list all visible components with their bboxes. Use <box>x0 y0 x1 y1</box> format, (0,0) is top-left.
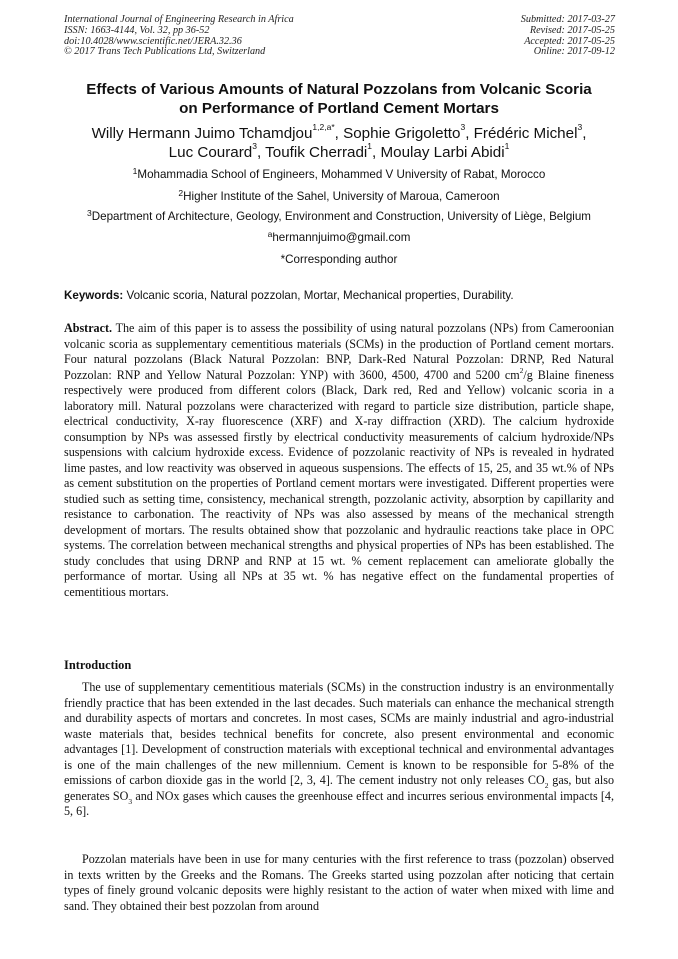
email-marker: a <box>267 229 273 239</box>
author-list: Willy Hermann Juimo Tchamdjou$^{1,2,a*}$, Sophie Grigoletto$^3$, Frédéric Michel$^3$, Luc Courard$^3$, Toufik Cherradi$^1$, Moulay Larbi Abidi$^1$ <box>91 122 587 161</box>
affiliation-1 <box>20 168 658 182</box>
author-4-marker: 3 <box>252 141 257 151</box>
affiliation-2 <box>20 190 658 204</box>
introduction-heading: Introduction <box>64 658 132 672</box>
journal-name: International Journal of Engineering Research in Africa <box>64 14 294 25</box>
dates-header <box>521 15 615 58</box>
revised-date: Revised: 2017-05-25 <box>529 24 615 36</box>
copyright: © 2017 Trans Tech Publications Ltd, Switzerland <box>64 46 266 58</box>
co2-subscript: 2 <box>544 781 549 790</box>
author-2-marker: 3 <box>460 122 466 132</box>
author-6-marker: 1 <box>504 141 510 151</box>
corresponding-author: *Corresponding author <box>280 253 398 266</box>
intro-p1-text-c: and NOx gases which causes the greenhouse effect and incurres serious environmental impacts [4, 5, 6]. <box>64 788 614 818</box>
email-text: hermannjuimo@gmail.com <box>272 231 411 244</box>
keywords-label: Keywords: <box>64 289 124 302</box>
submitted-date: Submitted: 2017-03-27 <box>520 14 615 25</box>
online-date: Online: 2017-09-12 <box>533 46 615 58</box>
author-4: Luc Courard <box>168 144 253 161</box>
abstract-label: Abstract. <box>64 321 113 335</box>
author-5: Toufik Cherradi <box>265 144 368 161</box>
keywords-text: Volcanic scoria, Natural pozzolan, Mortar, Mechanical properties, Durability. <box>126 289 514 302</box>
accepted-date: Accepted: 2017-05-25 <box>524 35 615 47</box>
author-1-marker: 1,2,a* <box>312 122 335 132</box>
intro-paragraph-1 <box>64 680 614 820</box>
intro-paragraph-2: Pozzolan materials have been in use for many centuries with the first reference to trass (pozzolan) observed in texts written by the Greeks and the Romans. The Greeks started using pozzolan after noticing that certain types of finely ground volcanic deposits were highly resistant to the action of water when mixed with lime and sand. They obtained their best pozzolan from around <box>64 852 614 913</box>
affiliation-1-text: Mohammadia School of Engineers, Mohammed V University of Rabat, Morocco <box>137 168 546 181</box>
unit-superscript: 2 <box>519 365 524 375</box>
author-1: Willy Hermann Juimo Tchamdjou <box>91 125 313 142</box>
title-line-2: on Performance of Portland Cement Mortars <box>179 99 499 117</box>
author-5-marker: 1 <box>367 141 373 151</box>
journal-header <box>64 15 294 58</box>
keywords <box>64 289 514 302</box>
author-email <box>20 231 658 245</box>
doi: doi:10.4028/www.scientific.net/JERA.32.36 <box>64 35 242 47</box>
abstract-text-1: The aim of this paper is to assess the possibility of using natural pozzolans (NPs) from Cameroonian volcanic scoria as supplementary cementitious materials (SCMs) in the production of Portland cement mortars. Four natural pozzolans (Black Natural Pozzolan: BNP, Dark-Red Natural Pozzolan: DRNP, Red Natural Pozzolan: RNP and Yellow Natural Pozzolan: YNP) with 3600, 4500, 4700 and 5200 cm <box>64 321 614 382</box>
abstract <box>64 321 614 600</box>
paper-title <box>40 81 638 118</box>
author-3: Frédéric Michel <box>473 125 578 142</box>
author-6: Moulay Larbi Abidi <box>380 144 505 161</box>
issn: ISSN: 1663-4144, Vol. 32, pp 36-52 <box>64 24 210 36</box>
author-2: Sophie Grigoletto <box>343 125 461 142</box>
affiliation-3-marker: 3 <box>87 208 92 218</box>
affiliation-3-text: Department of Architecture, Geology, Environment and Construction, University of Liège, Belgium <box>91 210 591 223</box>
affiliation-3 <box>20 210 658 224</box>
affiliation-1-marker: 1 <box>132 166 138 176</box>
author-3-marker: 3 <box>577 122 583 132</box>
intro-p1-text-a: The use of supplementary cementitious materials (SCMs) in the construction industry is an environmentally friendly practice that has been extended in the last decades. Such materials can enhance the mechanical strength and durability aspects of mortars and concretes. In most cases, SCMs are mainly industrial and agro-industrial waste materials that, besides technical benefits for concrete, also present environmental and economic advantages [1]. Development of construction materials with exceptional technical and environmental advantages is one of the main challenges of the new millennium. Cement is known to be responsible for 5-8% of the emissions of carbon dioxide gas in the world [2, 3, 4]. The cement industry not only releases CO <box>64 680 614 787</box>
so3-subscript: 3 <box>128 796 133 806</box>
abstract-text-2: /g Blaine fineness respectively were produced from different colors (Black, Dark red, Red and Yellow) volcanic scoria in a laboratory mill. Natural pozzolans were characterized with regard to particle size distribution, particle shape, electrical conductivity, X-ray fluorescence (XRF) and X-ray diffraction (XRD). The calcium hydroxide consumption by NPs was assessed firstly by electrical conductivity measurements of calcium hydroxide/NPs suspensions with calcium hydroxide excess. Evidence of pozzolanic reactivity of NPs is revealed in hydrated lime pastes, and low reactivity was observed in aqueous suspensions. The effects of 15, 25, and 35 wt.% of NPs as cement substitution on the properties of Portland cement mortars were investigated. Different properties were studied such as setting time, consistency, mechanical strength, pozzolanic activity, absorption by capillarity and resistance to carbonation. The reactivity of NPs was also assessed by means of the mechanical strength development of mortars. The results obtained show that pozzolanic and hydraulic reactions take place in OPC systems. The correlation between mechanical strengths and physical properties of NPs has been established. The study concludes that using DRNP and RNP at 15 wt. % cement replacement can ameliorate globally the performance of mortar. Using all NPs at 35 wt. % has negative effect on the fundamental properties of cementitious mortars. <box>64 367 615 599</box>
title-line-1: Effects of Various Amounts of Natural Pozzolans from Volcanic Scoria <box>86 81 592 98</box>
affiliation-2-marker: 2 <box>178 188 184 198</box>
intro-p1-text-b: gas, but also generates SO <box>64 773 615 803</box>
affiliation-2-text: Higher Institute of the Sahel, University of Maroua, Cameroon <box>183 190 500 203</box>
